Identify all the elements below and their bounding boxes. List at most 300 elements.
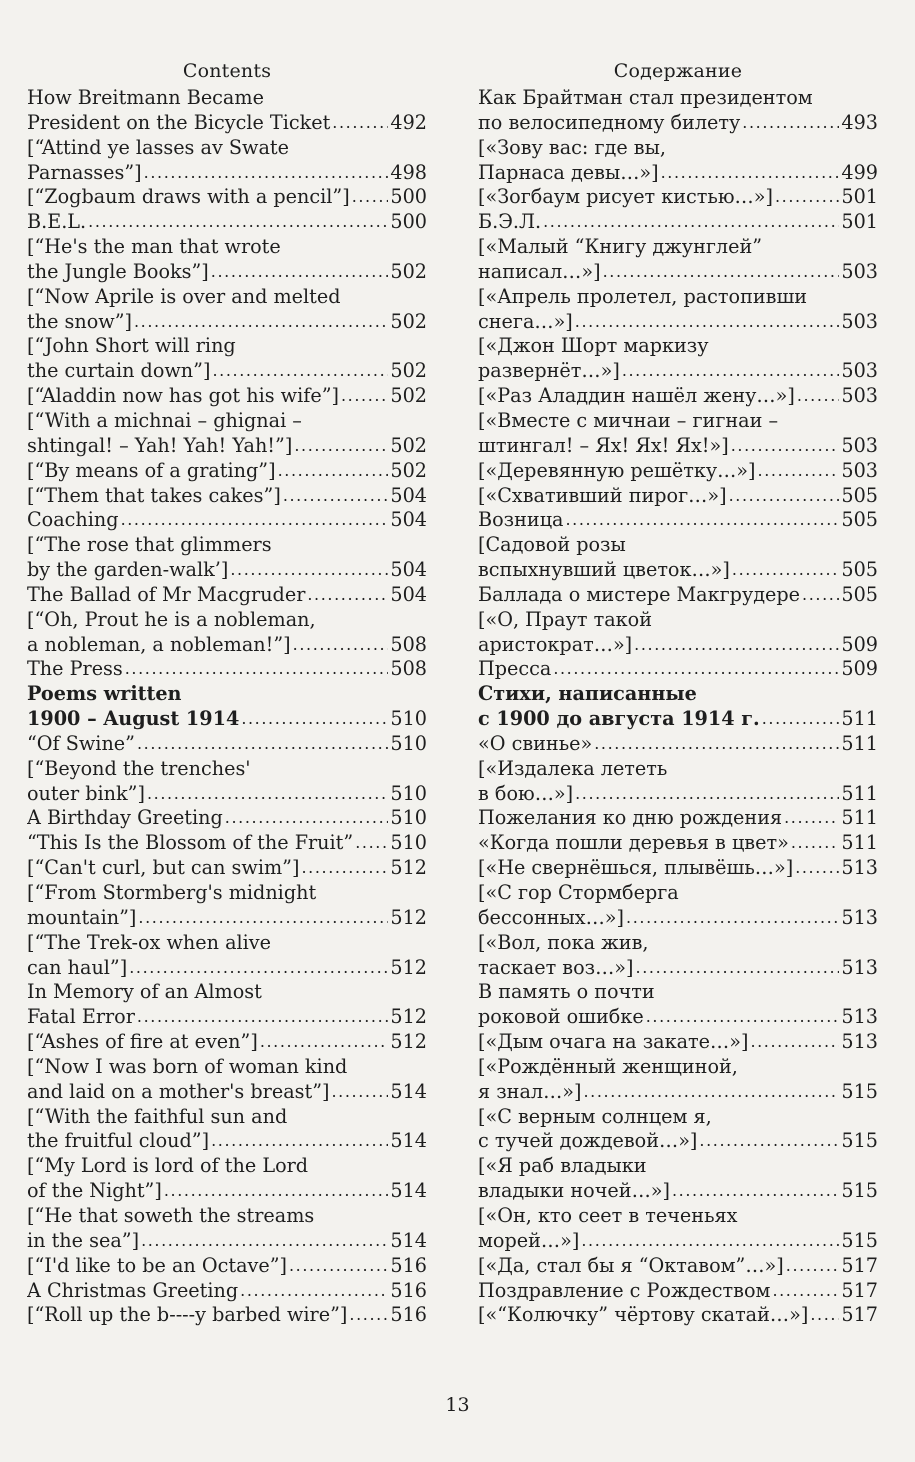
- dot-leader: [581, 1229, 839, 1254]
- toc-entry-title: [«Деревянную решётку…»]: [478, 458, 756, 482]
- toc-entry-title: [«Не свернёшься, плывёшь…»]: [478, 856, 794, 880]
- dot-leader: [762, 707, 840, 732]
- dot-leader: [661, 161, 840, 186]
- dot-leader: [575, 782, 839, 807]
- toc-entry-title: [«Малый “Книгу джунглей”: [478, 235, 763, 259]
- toc-line: [27, 707, 427, 732]
- toc-line: [27, 86, 427, 111]
- toc-page-number: 498: [390, 160, 427, 184]
- dot-leader: [211, 260, 389, 285]
- toc-page-number: 502: [390, 458, 427, 482]
- toc-line: [478, 310, 878, 335]
- toc-page-number: 511: [841, 781, 878, 805]
- dot-leader: [225, 806, 389, 831]
- toc-entry-title: a nobleman, a nobleman!”]: [27, 632, 291, 656]
- toc-line: [27, 459, 427, 484]
- toc-line: [478, 1080, 878, 1105]
- toc-page-number: 516: [390, 1253, 427, 1277]
- toc-page-number: 503: [841, 433, 878, 457]
- toc-page-number: 501: [841, 185, 878, 209]
- dot-leader: [594, 732, 839, 757]
- toc-line: [27, 633, 427, 658]
- toc-line: [27, 1080, 427, 1105]
- dot-leader: [331, 1080, 388, 1105]
- toc-entry-title: “This Is the Blossom of the Fruit”: [27, 831, 354, 855]
- toc-page-number: 505: [841, 483, 878, 507]
- toc-entry-title: Парнаса девы…»]: [478, 160, 659, 184]
- toc-page-number: 516: [390, 1303, 427, 1327]
- toc-page-number: 515: [841, 1079, 878, 1103]
- toc-entry-title: [“Beyond the trenches': [27, 756, 251, 780]
- toc-entry-title: the fruitful cloud”]: [27, 1129, 210, 1153]
- toc-line: [478, 409, 878, 434]
- toc-entry-title: 1900 – August 1914: [27, 707, 240, 731]
- toc-page-number: 502: [390, 384, 427, 408]
- toc-line: [27, 285, 427, 310]
- dot-leader: [699, 1129, 839, 1154]
- toc-entry-title: [“Now I was born of woman kind: [27, 1054, 348, 1078]
- toc-page-number: 513: [841, 1030, 878, 1054]
- dot-leader: [137, 1005, 388, 1030]
- toc-line: [478, 583, 878, 608]
- toc-entry-title: Поздравление с Рождеством: [478, 1278, 771, 1302]
- toc-entry-title: [“By means of a grating”]: [27, 458, 276, 482]
- toc-entry-title: [“Roll up the b----y barbed wire”]: [27, 1303, 348, 1327]
- toc-line: [27, 1055, 427, 1080]
- toc-line: [478, 185, 878, 210]
- toc-entry-title: [“With the faithful sun and: [27, 1104, 288, 1128]
- toc-page-number: 512: [390, 905, 427, 929]
- toc-line: [27, 1105, 427, 1130]
- dot-leader: [147, 782, 388, 807]
- dot-leader: [575, 310, 840, 335]
- toc-entry-title: написал…»]: [478, 259, 601, 283]
- column-heading-soderzhanie: Содержание: [613, 60, 743, 82]
- toc-page-number: 502: [390, 433, 427, 457]
- toc-line: [478, 260, 878, 285]
- toc-page-number: 514: [390, 1179, 427, 1203]
- toc-entry-title: B.E.L.: [27, 210, 87, 234]
- dot-leader: [750, 1030, 839, 1055]
- toc-line: [478, 384, 878, 409]
- toc-entry-title: [«Он, кто сеет в теченьях: [478, 1203, 738, 1227]
- toc-entry-title: штингал! – Ях! Ях! Ях!»]: [478, 433, 729, 457]
- toc-line: [27, 608, 427, 633]
- toc-entry-title: [“The rose that glimmers: [27, 533, 272, 557]
- toc-line: [478, 1105, 878, 1130]
- toc-entry-title: владыки ночей…»]: [478, 1179, 670, 1203]
- toc-line: [478, 757, 878, 782]
- toc-page-number: 515: [841, 1129, 878, 1153]
- toc-entry-title: [«С верным солнцем я,: [478, 1104, 712, 1128]
- toc-entry-title: Баллада о мистере Макгрудере: [478, 582, 801, 606]
- toc-page-number: 508: [390, 632, 427, 656]
- toc-page-number: 511: [841, 731, 878, 755]
- toc-entry-title: Parnasses”]: [27, 160, 142, 184]
- toc-line: [27, 359, 427, 384]
- toc-page-number: 500: [390, 210, 427, 234]
- dot-leader: [307, 583, 388, 608]
- toc-line: [27, 980, 427, 1005]
- toc-line: [478, 881, 878, 906]
- toc-line: [27, 384, 427, 409]
- dot-leader: [758, 459, 840, 484]
- toc-line: [478, 831, 878, 856]
- dot-leader: [211, 1129, 388, 1154]
- toc-page-number: 503: [841, 384, 878, 408]
- toc-page-number: 509: [841, 657, 878, 681]
- toc-page-number: 504: [390, 558, 427, 582]
- dot-leader: [164, 1179, 389, 1204]
- toc-line: [27, 409, 427, 434]
- toc-line: [27, 533, 427, 558]
- toc-entry-title: How Breitmann Became: [27, 86, 264, 109]
- toc-line: [478, 1229, 878, 1254]
- toc-line: [478, 782, 878, 807]
- toc-entry-title: [“The Trek-ox when alive: [27, 930, 271, 954]
- toc-line: [27, 136, 427, 161]
- toc-entry-title: [“He's the man that wrote: [27, 235, 281, 259]
- dot-leader: [784, 806, 839, 831]
- toc-line: [27, 931, 427, 956]
- toc-line: [27, 111, 427, 136]
- toc-entry-title: [«Апрель пролетел, растопивши: [478, 284, 808, 308]
- toc-entry-title: the snow”]: [27, 309, 132, 333]
- toc-line: [27, 831, 427, 856]
- toc-page-number: 505: [841, 558, 878, 582]
- toc-page-number: 502: [390, 309, 427, 333]
- toc-entry-title: [«О, Праут такой: [478, 607, 652, 631]
- dot-leader: [732, 558, 839, 583]
- dot-leader: [775, 185, 839, 210]
- toc-page-number: 513: [841, 856, 878, 880]
- dot-leader: [88, 210, 388, 235]
- toc-line: [27, 484, 427, 509]
- toc-entry-title: [“Attind ye lasses av Swate: [27, 135, 289, 159]
- toc-entry-title: shtingal! – Yah! Yah! Yah!”]: [27, 433, 293, 457]
- toc-entry-title: [«Вместе с мичнаи – гигнаи –: [478, 408, 779, 432]
- toc-line: [478, 956, 878, 981]
- toc-entry-title: [“With a michnai – ghignai –: [27, 408, 302, 432]
- toc-entry-title: President on the Bicycle Ticket: [27, 110, 331, 134]
- toc-line: [478, 732, 878, 757]
- toc-entry-title: я знал…»]: [478, 1079, 582, 1103]
- toc-entry-title: the Jungle Books”]: [27, 259, 209, 283]
- toc-entry-title: [“My Lord is lord of the Lord: [27, 1154, 309, 1178]
- dot-leader: [141, 1229, 388, 1254]
- toc-page-number: 510: [390, 831, 427, 855]
- toc-entry-title: outer bink”]: [27, 781, 145, 805]
- toc-entry-title: [“Zogbaum draws with a pencil”]: [27, 185, 350, 209]
- toc-line: [27, 757, 427, 782]
- toc-line: [27, 1204, 427, 1229]
- toc-entry-title: and laid on a mother's breast”]: [27, 1079, 330, 1103]
- toc-page-number: 513: [841, 955, 878, 979]
- dot-leader: [797, 384, 840, 409]
- dot-leader: [802, 583, 839, 608]
- toc-line: [478, 633, 878, 658]
- toc-entry-title: с тучей дождевой…»]: [478, 1129, 698, 1153]
- dot-leader: [352, 185, 389, 210]
- toc-entry-title: в бою…»]: [478, 781, 574, 805]
- toc-line: [27, 235, 427, 260]
- toc-line: [27, 260, 427, 285]
- toc-line: [478, 1005, 878, 1030]
- dot-leader: [672, 1179, 839, 1204]
- toc-line: [27, 434, 427, 459]
- toc-line: [478, 459, 878, 484]
- dot-leader: [729, 484, 840, 509]
- toc-line: [478, 1129, 878, 1154]
- toc-page-number: 503: [841, 309, 878, 333]
- toc-page-number: 501: [841, 210, 878, 234]
- dot-leader: [543, 210, 839, 235]
- toc-line: [478, 210, 878, 235]
- toc-entry-title: [Садовой розы: [478, 533, 626, 557]
- toc-line: [478, 682, 878, 707]
- toc-entry-title: снега…»]: [478, 309, 573, 333]
- toc-page-number: 504: [390, 508, 427, 532]
- toc-entry-title: [“From Stormberg's midnight: [27, 881, 317, 904]
- toc-line: [478, 1279, 878, 1304]
- toc-line: [27, 1154, 427, 1179]
- toc-entry-title: [“I'd like to be an Octave”]: [27, 1253, 287, 1277]
- toc-entry-title: [“Ashes of fire at even”]: [27, 1030, 258, 1054]
- toc-page-number: 512: [390, 1005, 427, 1029]
- toc-line: [478, 434, 878, 459]
- toc-line: [478, 533, 878, 558]
- toc-line: [27, 682, 427, 707]
- dot-leader: [278, 459, 389, 484]
- dot-leader: [260, 1030, 389, 1055]
- toc-line: [478, 285, 878, 310]
- toc-entry-title: [«Схвативший пирог…»]: [478, 483, 727, 507]
- toc-line: [478, 707, 878, 732]
- toc-page-number: 511: [841, 831, 878, 855]
- dot-leader: [349, 1303, 388, 1328]
- toc-line: [27, 732, 427, 757]
- toc-line: [478, 931, 878, 956]
- toc-entry-title: «О свинье»: [478, 731, 593, 755]
- toc-entry-title: Poems written: [27, 682, 182, 706]
- dot-leader: [240, 1279, 388, 1304]
- toc-entry-title: [«Вол, пока жив,: [478, 930, 649, 954]
- toc-entry-title: of the Night”]: [27, 1179, 162, 1203]
- toc-line: [478, 856, 878, 881]
- toc-page-number: 510: [390, 781, 427, 805]
- dot-leader: [603, 260, 840, 285]
- toc-line: [27, 782, 427, 807]
- toc-entry-title: Возница: [478, 508, 564, 532]
- toc-line: [27, 906, 427, 931]
- toc-entry-title: [“He that soweth the streams: [27, 1203, 315, 1227]
- toc-line: [478, 1204, 878, 1229]
- toc-entry-title: in the sea”]: [27, 1228, 140, 1252]
- toc-entry-title: [«С гор Стормберга: [478, 881, 679, 904]
- dot-leader: [212, 359, 388, 384]
- toc-page-number: 504: [390, 483, 427, 507]
- toc-entry-title: аристократ…»]: [478, 632, 633, 656]
- toc-entry-title: [“Can't curl, but can swim”]: [27, 856, 300, 880]
- dot-leader: [634, 633, 839, 658]
- toc-entry-title: бессонных…»]: [478, 905, 625, 929]
- toc-entry-title: [“John Short will ring: [27, 334, 236, 358]
- dot-leader: [144, 161, 389, 186]
- toc-page-number: 517: [841, 1278, 878, 1302]
- dot-leader: [294, 434, 388, 459]
- toc-line: [27, 558, 427, 583]
- toc-entry-title: [«“Колючку” чёртову скатай…»]: [478, 1303, 809, 1327]
- toc-page-number: 515: [841, 1228, 878, 1252]
- toc-entry-title: A Christmas Greeting: [27, 1278, 239, 1302]
- toc-line: [478, 806, 878, 831]
- toc-page-number: 503: [841, 259, 878, 283]
- contents-column-russian: [478, 56, 878, 1328]
- toc-entry-title: Fatal Error: [27, 1005, 135, 1029]
- toc-line: [27, 881, 427, 906]
- toc-line: [478, 608, 878, 633]
- toc-page-number: 515: [841, 1179, 878, 1203]
- toc-entry-title: [«Рождённый женщиной,: [478, 1054, 738, 1078]
- toc-entries-russian: [478, 86, 878, 1328]
- dot-leader: [565, 508, 839, 533]
- toc-page-number: 513: [841, 905, 878, 929]
- toc-page-number: 492: [390, 110, 427, 134]
- toc-entry-title: In Memory of an Almost: [27, 980, 262, 1004]
- toc-entry-title: mountain”]: [27, 905, 137, 929]
- dot-leader: [772, 1279, 839, 1304]
- toc-line: [478, 1154, 878, 1179]
- toc-entry-title: Б.Э.Л.: [478, 210, 542, 234]
- toc-entry-title: [«Издалека лететь: [478, 756, 668, 780]
- dot-leader: [553, 657, 839, 682]
- toc-line: [478, 484, 878, 509]
- toc-page-number: 508: [390, 657, 427, 681]
- toc-page-number: 505: [841, 582, 878, 606]
- toc-entry-title: can haul”]: [27, 955, 128, 979]
- toc-page-number: 514: [390, 1228, 427, 1252]
- dot-leader: [134, 310, 388, 335]
- toc-line: [27, 310, 427, 335]
- toc-line: [478, 906, 878, 931]
- toc-line: [27, 1279, 427, 1304]
- toc-line: [27, 1005, 427, 1030]
- toc-page-number: 499: [841, 160, 878, 184]
- toc-line: [27, 1303, 427, 1328]
- toc-line: [478, 359, 878, 384]
- toc-line: [478, 508, 878, 533]
- toc-line: [27, 1179, 427, 1204]
- toc-page-number: 493: [841, 110, 878, 134]
- toc-entries-english: [27, 86, 427, 1328]
- dot-leader: [283, 484, 389, 509]
- toc-page-number: 511: [841, 806, 878, 830]
- dot-leader: [622, 359, 840, 384]
- toc-line: [27, 334, 427, 359]
- dot-leader: [138, 906, 388, 931]
- toc-entry-title: таскает воз…»]: [478, 955, 634, 979]
- toc-line: [27, 1129, 427, 1154]
- dot-leader: [786, 1254, 840, 1279]
- toc-entry-title: вспыхнувший цветок…»]: [478, 558, 730, 582]
- dot-leader: [626, 906, 839, 931]
- toc-entry-title: [“Them that takes cakes”]: [27, 483, 281, 507]
- toc-entry-title: The Press: [27, 657, 123, 681]
- toc-entry-title: [«Джон Шорт маркизу: [478, 334, 709, 358]
- toc-page-number: 510: [390, 707, 427, 731]
- dot-leader: [731, 434, 840, 459]
- dot-leader: [791, 831, 840, 856]
- toc-page-number: 509: [841, 632, 878, 656]
- toc-line: [478, 657, 878, 682]
- toc-entry-title: [«Да, стал бы я “Октавом”…»]: [478, 1253, 784, 1277]
- toc-line: [27, 185, 427, 210]
- toc-entry-title: by the garden-walk’]: [27, 558, 229, 582]
- toc-line: [478, 235, 878, 260]
- toc-entry-title: развернёт…»]: [478, 359, 620, 383]
- toc-line: [27, 210, 427, 235]
- dot-leader: [584, 1080, 840, 1105]
- toc-entry-title: [«Дым очага на закате…»]: [478, 1030, 749, 1054]
- dot-leader: [810, 1303, 839, 1328]
- toc-page-number: 514: [390, 1079, 427, 1103]
- toc-line: [27, 508, 427, 533]
- toc-entry-title: Пожелания ко дню рождения: [478, 806, 783, 830]
- toc-page-number: 502: [390, 359, 427, 383]
- toc-page-number: 502: [390, 259, 427, 283]
- toc-line: [27, 1254, 427, 1279]
- toc-line: [478, 111, 878, 136]
- toc-page-number: 500: [390, 185, 427, 209]
- toc-page-number: 516: [390, 1278, 427, 1302]
- toc-page-number: 503: [841, 359, 878, 383]
- toc-page-number: 512: [390, 955, 427, 979]
- toc-entry-title: Стихи, написанные: [478, 682, 697, 706]
- toc-page-number: 512: [390, 1030, 427, 1054]
- toc-line: [27, 856, 427, 881]
- toc-entry-title: [“Oh, Prout he is a nobleman,: [27, 607, 316, 631]
- toc-line: [27, 583, 427, 608]
- toc-page-number: 510: [390, 806, 427, 830]
- dot-leader: [125, 657, 389, 682]
- toc-entry-title: В память о почти: [478, 980, 655, 1004]
- toc-entry-title: морей…»]: [478, 1228, 580, 1252]
- column-heading-contents: Contents: [182, 60, 272, 82]
- dot-leader: [341, 384, 388, 409]
- page-number: 13: [445, 1394, 470, 1416]
- dot-leader: [293, 633, 389, 658]
- toc-page-number: 512: [390, 856, 427, 880]
- toc-page-number: 503: [841, 458, 878, 482]
- toc-line: [27, 161, 427, 186]
- toc-page-number: 513: [841, 1005, 878, 1029]
- toc-line: [27, 956, 427, 981]
- toc-line: [478, 334, 878, 359]
- dot-leader: [636, 956, 840, 981]
- dot-leader: [646, 1005, 840, 1030]
- dot-leader: [129, 956, 388, 981]
- dot-leader: [355, 831, 388, 856]
- dot-leader: [121, 508, 389, 533]
- toc-entry-title: The Ballad of Mr Macgruder: [27, 582, 306, 606]
- toc-line: [478, 1254, 878, 1279]
- toc-line: [478, 558, 878, 583]
- toc-entry-title: с 1900 до августа 1914 г.: [478, 707, 760, 731]
- contents-column-english: [27, 56, 427, 1328]
- dot-leader: [742, 111, 839, 136]
- toc-entry-title: роковой ошибке: [478, 1005, 644, 1029]
- toc-entry-title: the curtain down”]: [27, 359, 211, 383]
